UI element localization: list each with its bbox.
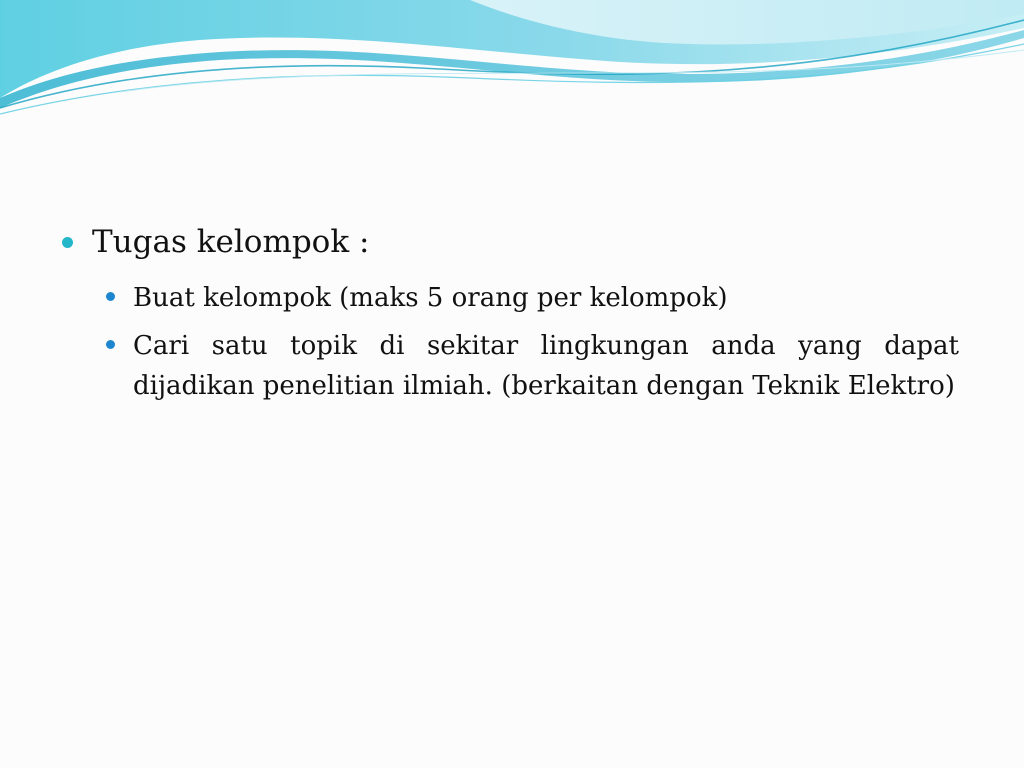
- bullet-text: Tugas kelompok :: [92, 224, 370, 260]
- bullet-item-level1: [62, 220, 962, 264]
- sub-bullet-dot-icon: [106, 340, 115, 349]
- sub-bullet-dot-icon: [106, 292, 115, 301]
- bullet-dot-icon: [62, 237, 73, 248]
- sub-bullet-text: Buat kelompok (maks 5 orang per kelompok): [133, 283, 728, 313]
- sub-bullet-list: [106, 278, 962, 406]
- slide-content: [62, 220, 962, 414]
- bullet-item-level2: [106, 278, 962, 318]
- wave-decoration: [0, 0, 1024, 130]
- sub-bullet-text: Cari satu topik di sekitar lingkungan anda yang dapat dijadikan penelitian ilmiah. (berkaitan dengan Teknik Elektro): [133, 331, 959, 401]
- bullet-item-level2: [106, 326, 962, 406]
